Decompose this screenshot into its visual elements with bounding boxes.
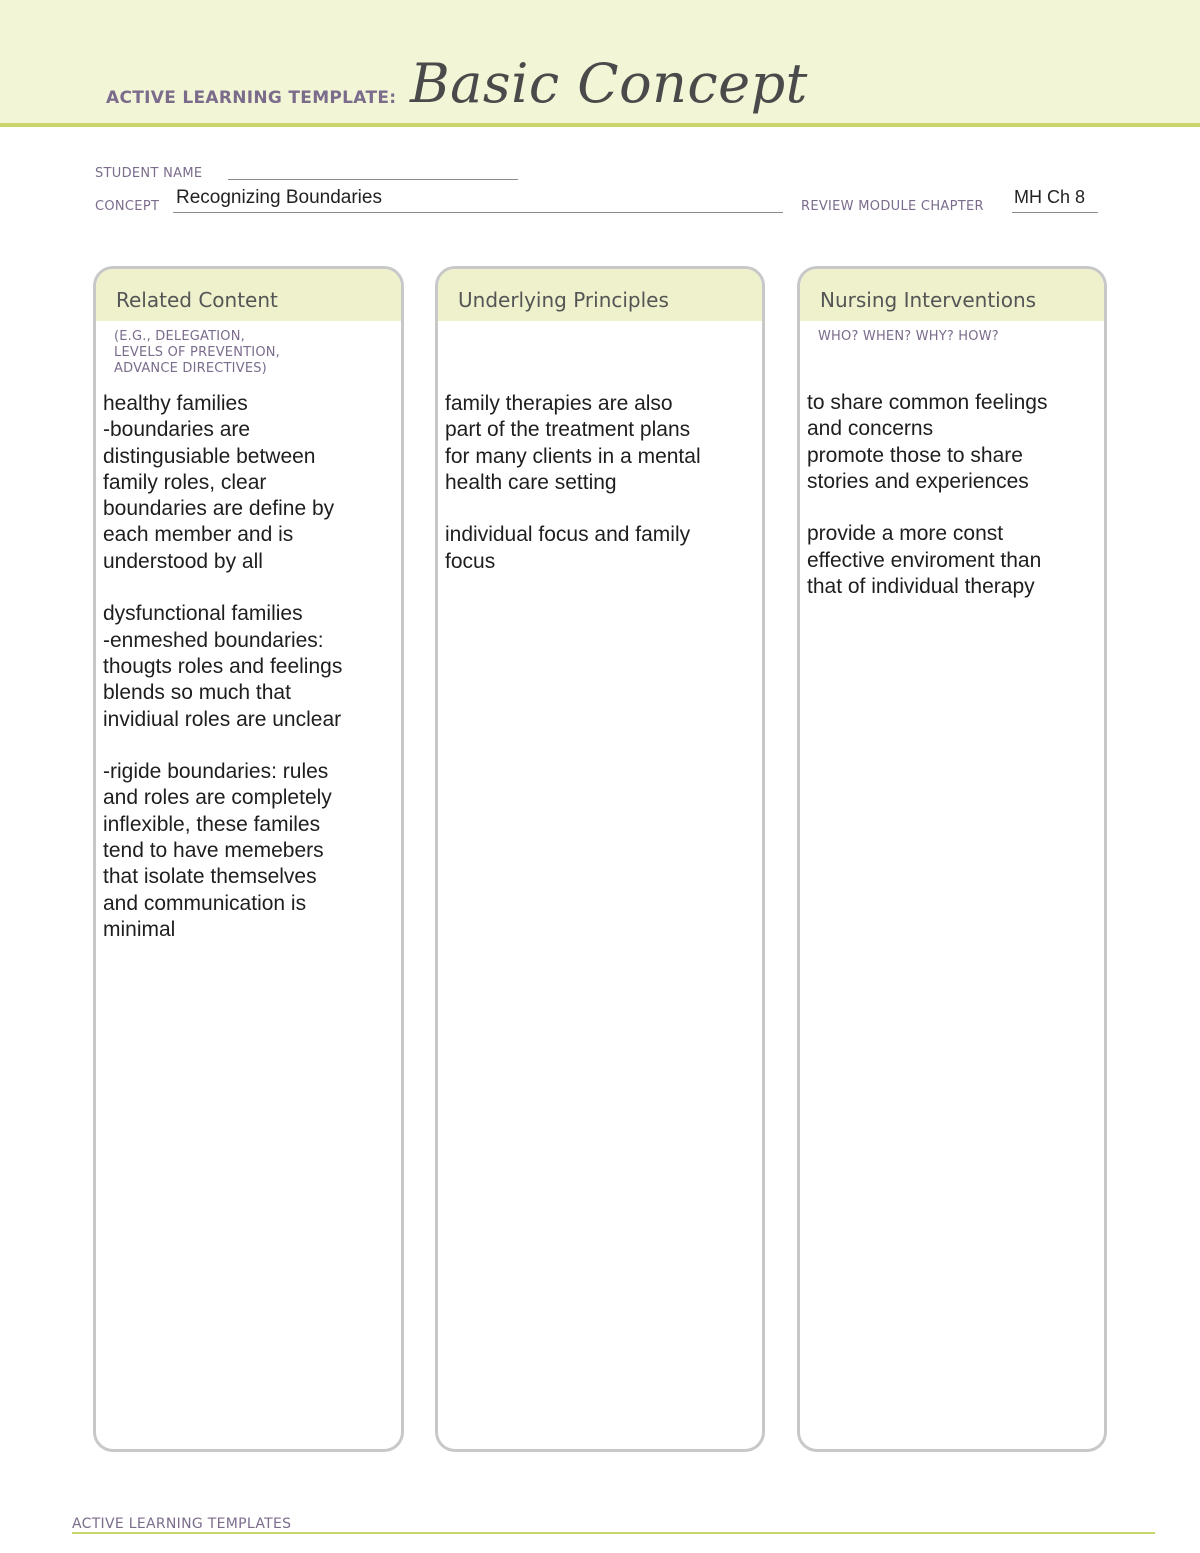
template-label: ACTIVE LEARNING TEMPLATE:	[106, 88, 397, 108]
underlying-principles-box	[435, 266, 765, 1452]
related-content-box	[93, 266, 404, 1452]
review-module-label: REVIEW MODULE CHAPTER	[801, 199, 984, 214]
nursing-interventions-subtitle	[800, 321, 1104, 345]
nursing-interventions-title: Nursing Interventions	[800, 269, 1104, 321]
footer-rule	[72, 1532, 1155, 1534]
related-content-title: Related Content	[96, 269, 401, 321]
nursing-interventions-text[interactable]: to share common feelings and concerns promote those to share stories and experiences provide a more const effective enviroment than that of individual therapy	[807, 391, 1048, 599]
header-rule	[0, 123, 1200, 127]
related-content-subtitle-line: LEVELS OF PREVENTION,	[114, 345, 281, 360]
underlying-principles-text[interactable]: family therapies are also part of the treatment plans for many clients in a mental health care setting individual focus and family focus	[445, 392, 701, 573]
related-content-subtitle-line: (E.G., DELEGATION,	[114, 329, 245, 344]
related-content-text[interactable]: healthy families -boundaries are distingusiable between family roles, clear boundaries are define by each member and is understood by all dysfunctional families -enmeshed boundaries: thougts roles and feelings blends so much that invidiual roles are unclear -rigide boundaries: rules and roles are completely inflexible, these familes tend to have memebers that isolate themselves and communication is minimal	[103, 392, 343, 941]
related-content-subtitle-line: ADVANCE DIRECTIVES)	[114, 361, 267, 376]
nursing-interventions-subtitle-line: WHO? WHEN? WHY? HOW?	[818, 329, 999, 344]
review-module-field[interactable]: MH Ch 8	[1014, 187, 1086, 207]
concept-line	[173, 212, 783, 213]
student-name-label: STUDENT NAME	[95, 166, 203, 181]
concept-label: CONCEPT	[95, 199, 160, 214]
concept-field[interactable]: Recognizing Boundaries	[176, 187, 382, 208]
review-module-line	[1012, 212, 1098, 213]
nursing-interventions-box	[797, 266, 1107, 1452]
underlying-principles-title: Underlying Principles	[438, 269, 762, 321]
template-title: Basic Concept	[410, 52, 808, 115]
related-content-subtitle	[96, 321, 401, 377]
student-name-line	[228, 179, 518, 180]
footer-label: ACTIVE LEARNING TEMPLATES	[72, 1516, 292, 1532]
